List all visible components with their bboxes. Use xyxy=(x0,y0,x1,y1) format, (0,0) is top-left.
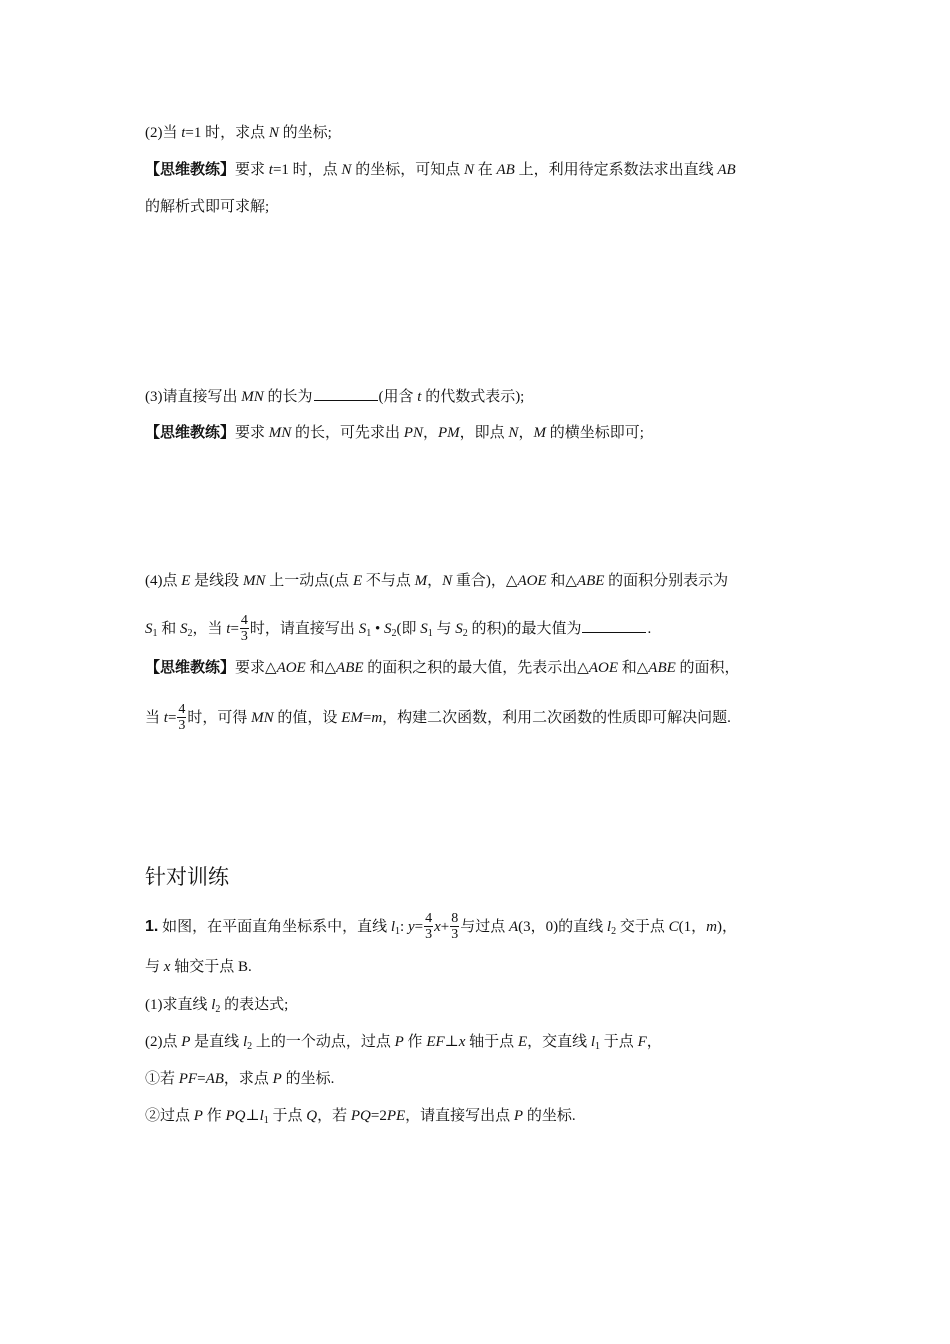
part4-hint-line2: 当 t= $\frac{4}{3}$ 时，可得 MN 的值，设 EM=m，构建二次函数，利用二次函数的性质即可解决问题. xyxy=(145,702,731,733)
section-heading: 针对训练 xyxy=(145,866,229,889)
problem1-subquestion-2-2: ②过点 P 作 $PQ\perp l_1$ 于点 Q，若 PQ=2PE，请直接写出点 P 的坐标. xyxy=(145,1108,576,1126)
answer-blank xyxy=(314,386,378,401)
answer-blank xyxy=(582,618,646,633)
part2-question: (2)当 t=1 时，求点 N 的坐标; xyxy=(145,125,332,141)
fraction-four-thirds: $\frac{4}{3}$ xyxy=(178,702,186,733)
part4-hint-line1: 【思维教练】要求△AOE 和△ABE 的面积之积的最大值，先表示出△AOE 和△ABE 的面积， xyxy=(145,659,740,676)
part4-question-line2: $S_1$ 和 $S_2$，当 t= $\frac{4}{3}$ 时，请直接写出 $S_1$ • $S_2$(即 $S_1$ 与 $S_2$ 的积)的最大值为 . xyxy=(145,613,652,644)
fraction-four-thirds: $\frac{4}{3}$ xyxy=(425,911,433,942)
hint-label: 【思维教练】 xyxy=(145,161,236,178)
part2-hint-line2: 的解析式即可求解; xyxy=(145,199,270,215)
hint-label: 【思维教练】 xyxy=(145,659,236,676)
problem-number: 1. xyxy=(145,917,159,935)
problem1-subquestion-2-1: ①若 PF=AB，求点 P 的坐标. xyxy=(145,1071,335,1087)
fraction-four-thirds: $\frac{4}{3}$ xyxy=(240,613,248,644)
problem1-line1: 1. 如图，在平面直角坐标系中，直线 $l_1$: y= $\frac{4}{3}$ x+ $\frac{8}{3}$ 与过点 A(3，0)的直线 $l_2$ 交于点 C(1，m)， xyxy=(145,911,737,942)
problem1-line2: 与 x 轴交于点 B. xyxy=(145,959,252,975)
hint-label: 【思维教练】 xyxy=(145,424,236,441)
problem1-subquestion-1: (1)求直线 $l_2$ 的表达式; xyxy=(145,997,289,1015)
part4-question-line1: (4)点 E 是线段 MN 上一动点(点 E 不与点 M，N 重合)，△AOE 和△ABE 的面积分别表示为 xyxy=(145,573,729,589)
part2-hint-line1: 【思维教练】要求 t=1 时，点 N 的坐标，可知点 N 在 AB 上，利用待定系数法求出直线 AB xyxy=(145,161,736,178)
part3-question: (3)请直接写出 MN 的长为 (用含 t 的代数式表示); xyxy=(145,386,524,406)
part3-hint: 【思维教练】要求 MN 的长，可先求出 PN，PM，即点 N，M 的横坐标即可; xyxy=(145,424,644,441)
fraction-eight-thirds: $\frac{8}{3}$ xyxy=(451,911,459,942)
problem1-subquestion-2: (2)点 P 是直线 $l_2$ 上的一个动点，过点 P 作 EF⊥x 轴于点 E，交直线 $l_1$ 于点 F， xyxy=(145,1034,662,1052)
